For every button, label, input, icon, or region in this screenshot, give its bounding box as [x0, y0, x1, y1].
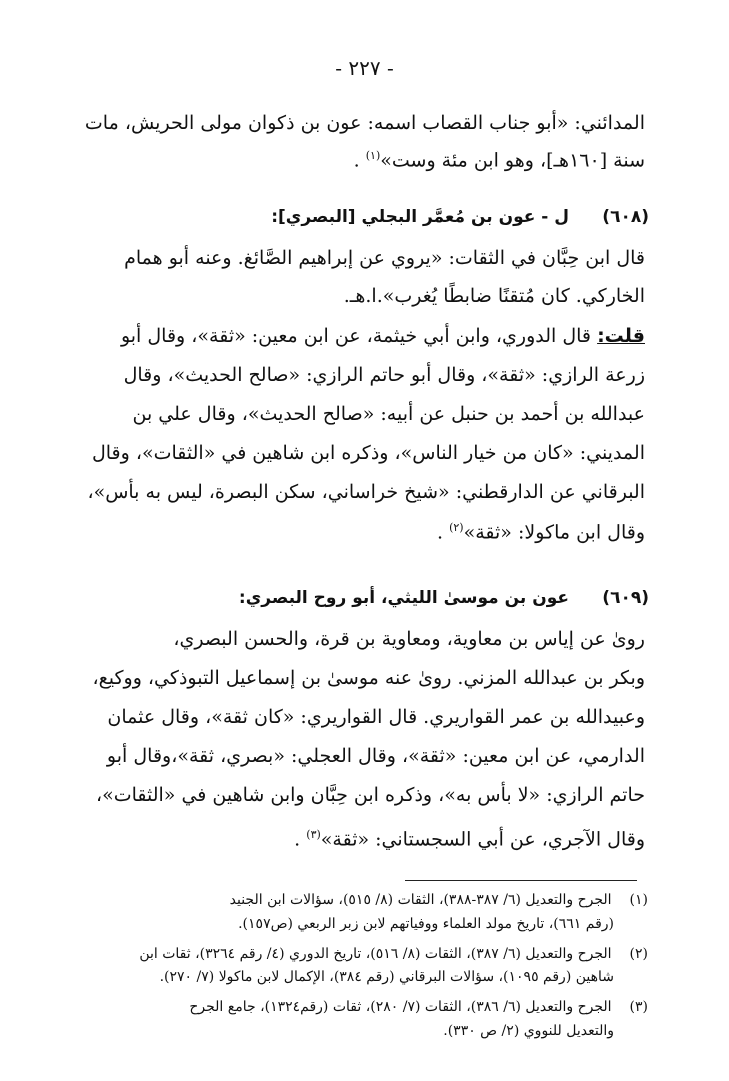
- footnote-text: الجرح والتعديل (٦/ ٣٨٦)، الثقات (٧/ ٢٨٠)، ثقات (رقم١٣٢٤)، جامع الجرح: [189, 999, 612, 1015]
- body-line: المدائني: «أبو جناب القصاب اسمه: عون بن ذكوان مولى الحريش، مات: [84, 112, 645, 134]
- entry-number-608: (٦٠٨): [602, 207, 649, 227]
- entry-609-line: وبكر بن عبدالله المزني. رویٰ عنه موسىٰ بن إسماعيل التبوذكي، ووكيع،: [92, 667, 645, 689]
- footnote-2: [48, 947, 648, 961]
- footnote-number: (٣): [629, 999, 648, 1015]
- footnote-ref-2: (٢): [449, 521, 464, 534]
- entry-608-line: عبدالله بن أحمد بن حنبل عن أبيه: «صالح الحديث»، وقال علي بن: [132, 403, 645, 425]
- entry-609-line: وعبيدالله بن عمر القواريري. قال القواريري: «كان ثقة»، وقال عثمان: [107, 706, 645, 728]
- footnote-ref-3: (٣): [306, 828, 321, 841]
- body-line-last: سنة [١٦٠هـ]، وهو ابن مئة وست»$^{(١)}$ .: [353, 149, 645, 172]
- footnote-3: [48, 1000, 648, 1014]
- entry-heading-608: ل - عون بن مُعمَّر البجلي [البصري]:: [271, 207, 569, 227]
- footnote-number: (٢): [629, 946, 648, 962]
- entry-608-line: المديني: «كان من خيار الناس»، وذكره ابن شاهين في «الثقات»، وقال: [91, 442, 645, 464]
- footnote-ref-1: (١): [365, 149, 381, 162]
- footnote-1: [48, 893, 648, 907]
- entry-608-line-last: وقال ابن ماكولا: «ثقة»$^{(٢)}$ .: [436, 521, 645, 544]
- footnote-2-cont: شاهين (رقم ١٠٩٥)، سؤالات البرقاني (رقم ٣٨٤)، الإكمال لابن ماكولا (٧/ ٢٧٠).: [159, 969, 614, 985]
- entry-608-line: الخاركي. كان مُتقنًا ضابطًا يُغرب».ا.هـ.: [343, 285, 645, 307]
- entry-609-line: حاتم الرازي: «لا بأس به»، وذكره ابن حِبَّان وابن شاهين في «الثقات»،: [95, 784, 645, 806]
- qultu-label: قلت:: [597, 325, 645, 347]
- entry-608-line: زرعة الرازي: «ثقة»، وقال أبو حاتم الرازي: «صالح الحديث»، وقال: [123, 364, 645, 386]
- footnote-3-cont: والتعديل للنووي (٢/ ص ٣٣٠).: [443, 1023, 614, 1039]
- footnote-number: (١): [629, 892, 648, 908]
- entry-609-line: الدارمي، عن ابن معين: «ثقة»، وقال العجلي: «بصري، ثقة»،وقال أبو: [106, 745, 645, 767]
- page-number: - ٢٢٧ -: [335, 56, 394, 80]
- body-line-text: سنة [١٦٠هـ]، وهو ابن مئة وست»: [380, 149, 645, 172]
- entry-608-line-qultu: قلت: قال الدوري، وابن أبي خيثمة، عن ابن معين: «ثقة»، وقال أبو: [120, 325, 645, 347]
- entry-609-line: رویٰ عن إياس بن معاوية، ومعاوية بن قرة، والحسن البصري،: [173, 628, 645, 650]
- entry-heading-609: عون بن موسىٰ الليثي، أبو روح البصري:: [238, 588, 569, 608]
- footnote-text: الجرح والتعديل (٦/ ٣٨٧)، الثقات (٨/ ٥١٦)، تاريخ الدوري (٤/ رقم ٣٢٦٤)، ثقات ابن: [139, 946, 612, 962]
- entry-number-609: (٦٠٩): [602, 588, 649, 608]
- entry-608-line: البرقاني عن الدارقطني: «شيخ خراساني، سكن البصرة، ليس به بأس»،: [87, 481, 645, 503]
- footnote-text: الجرح والتعديل (٦/ ٣٨٧-٣٨٨)، الثقات (٨/ ٥١٥)، سؤالات ابن الجنيد: [229, 892, 612, 908]
- footnote-1-cont: (رقم ٦٦١)، تاريخ مولد العلماء ووفياتهم لابن زبر الربعي (ص١٥٧).: [238, 916, 614, 932]
- footnote-separator: [405, 880, 637, 881]
- entry-609-line-last: وقال الآجري، عن أبي السجستاني: «ثقة»$^{(٣)}$ .: [294, 828, 645, 851]
- entry-608-line: قال ابن حِبَّان في الثقات: «يروي عن إبراهيم الصَّائغ. وعنه أبو همام: [124, 247, 645, 269]
